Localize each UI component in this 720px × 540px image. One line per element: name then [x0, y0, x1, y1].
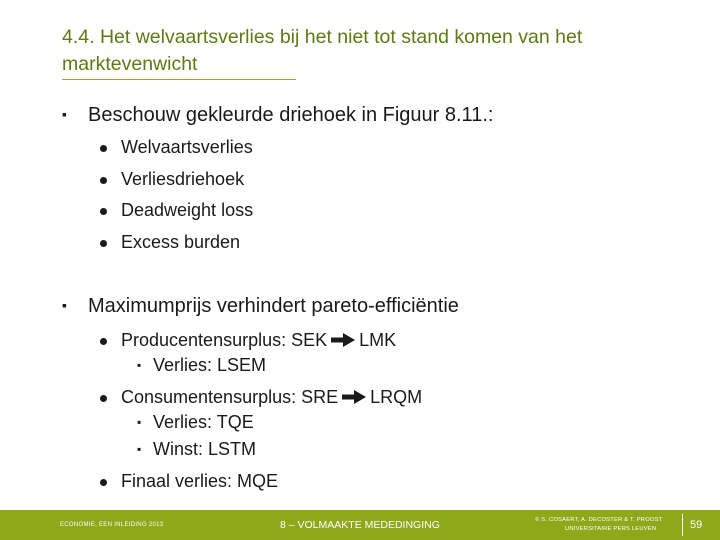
round-bullet-icon	[100, 145, 107, 152]
producer-before: Producentensurplus: SEK	[121, 330, 328, 350]
sub-sub-item	[137, 412, 254, 433]
round-bullet-icon	[100, 208, 107, 215]
sub-sub-item-text: Verlies: LSEM	[153, 355, 267, 375]
right-arrow-icon	[330, 332, 356, 348]
round-bullet-icon	[100, 395, 107, 402]
footer-chapter: 8 – VOLMAAKTE MEDEDINGING	[280, 519, 440, 531]
square-bullet-icon: ▪	[137, 442, 142, 456]
footer-publisher: UNIVERSITAIRE PERS LEUVEN	[565, 526, 657, 532]
footer-authors: © S. COSAERT, A. DECOSTER & T. PROOST	[535, 517, 663, 523]
consumer-before: Consumentensurplus: SRE	[121, 387, 339, 407]
bullet-maximumprijs	[62, 295, 459, 318]
bullet-text: Maximumprijs verhindert pareto-efficiëntie	[88, 295, 459, 317]
page-number: 59	[690, 519, 703, 531]
round-bullet-icon	[100, 338, 107, 345]
sub-item-text: Finaal verlies: MQE	[121, 471, 279, 491]
square-bullet-icon: ▪	[137, 415, 142, 429]
square-bullet-icon: ▪	[62, 106, 67, 122]
footer-copyright	[535, 516, 662, 534]
slide-title: 4.4. Het welvaartsverlies bij het niet tot stand komen van het marktevenwicht	[62, 26, 583, 75]
square-bullet-icon: ▪	[137, 358, 142, 372]
sub-sub-item	[137, 439, 256, 460]
right-arrow-icon	[341, 389, 367, 405]
sub-item-text: Deadweight loss	[121, 200, 254, 220]
footer-divider	[682, 514, 683, 536]
sub-item-text: Welvaartsverlies	[121, 137, 253, 157]
sub-sub-item-text: Verlies: TQE	[153, 412, 254, 432]
title-underline	[62, 79, 296, 80]
bullet-beschouw	[62, 104, 493, 127]
footer-book-title: ECONOMIE, EEN INLEIDING 2013	[60, 522, 164, 528]
sub-item-text: Excess burden	[121, 232, 241, 252]
sub-sub-item	[137, 355, 266, 376]
consumer-after: LRQM	[370, 387, 423, 407]
square-bullet-icon: ▪	[62, 297, 67, 313]
sub-item-text: Verliesdriehoek	[121, 169, 245, 189]
round-bullet-icon	[100, 177, 107, 184]
bullet-text: Beschouw gekleurde driehoek in Figuur 8.11.:	[88, 104, 494, 126]
producer-after: LMK	[359, 330, 397, 350]
round-bullet-icon	[100, 479, 107, 486]
sub-sub-item-text: Winst: LSTM	[153, 439, 257, 459]
footer-bar	[0, 510, 720, 540]
round-bullet-icon	[100, 240, 107, 247]
